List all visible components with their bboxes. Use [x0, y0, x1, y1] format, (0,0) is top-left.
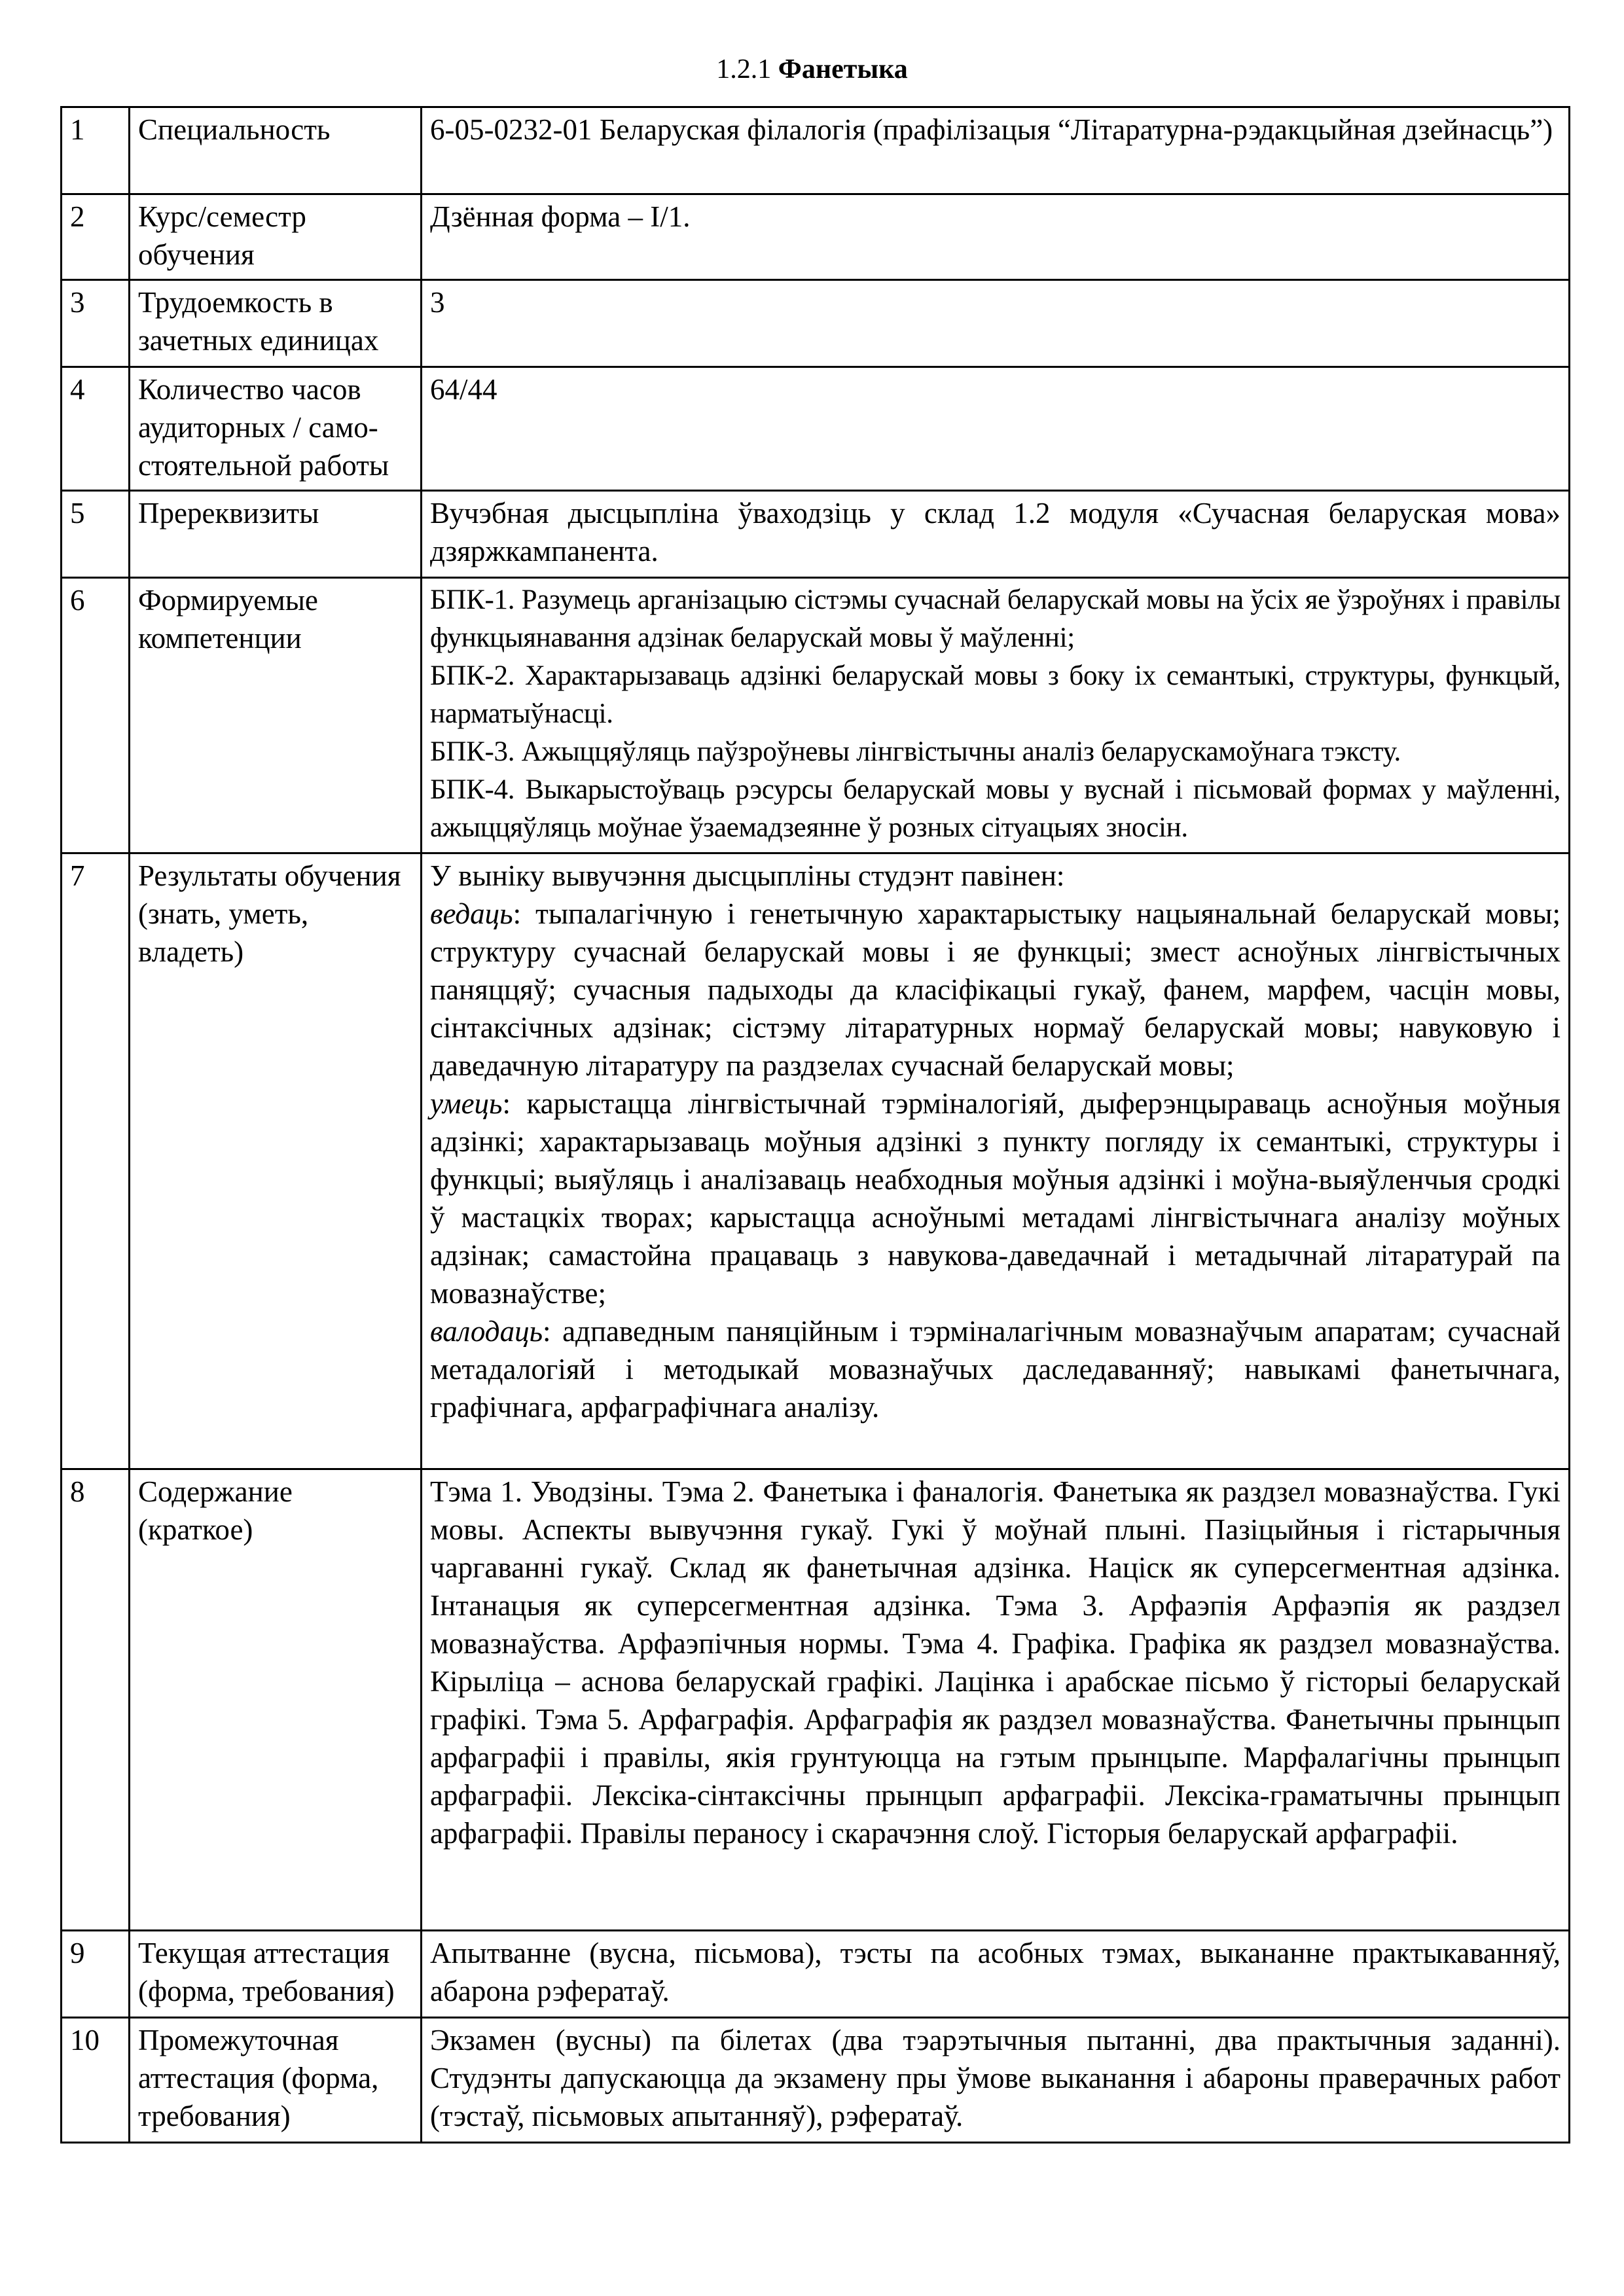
- table-row: [62, 194, 1570, 280]
- row-value: Дзённая форма – І/1.: [422, 194, 1570, 280]
- row-number: 7: [62, 853, 130, 1469]
- row-label: Промежуточная аттестация (форма, требования): [130, 2018, 422, 2143]
- table-row: [62, 367, 1570, 491]
- row-value: 6-05-0232-01 Беларуская філалогія (прафілізацыя “Літаратурна-рэдакцыйная дзейнасць”): [422, 107, 1570, 194]
- row-label: Текущая аттестация (форма, требования): [130, 1931, 422, 2018]
- row-value: 3: [422, 280, 1570, 367]
- row-number: 9: [62, 1931, 130, 2018]
- competence-item: БПК-4. Выкарыстоўваць рэсурсы беларускай мовы у вуснай і пісьмовай формах у маўленні, ажыццяўляць моўнае ўзаемадзеянне ў розных сітуацыях зносін.: [430, 774, 1561, 843]
- competence-item: БПК-3. Ажыццяўляць паўзроўневы лінгвістычны аналіз беларускамоўнага тэксту.: [430, 736, 1401, 767]
- row-label: Курс/семестр обучения: [130, 194, 422, 280]
- table-row: [62, 491, 1570, 578]
- row-value: Тэма 1. Уводзіны. Тэма 2. Фанетыка і фаналогія. Фанетыка як раздзел мовазнаўства. Гукі мовы. Аспекты вывучэння гукаў. Гукі ў моўнай плыні. Пазіцыйныя і гістарычныя чаргаванні гукаў. Склад як фанетычная адзінка. Націск як суперсегментная адзінка. Інтанацыя як суперсегментная адзінка. Тэма 3. Арфаэпія Арфаэпія як раздзел мовазнаўства. Арфаэпічныя нормы. Тэма 4. Графіка. Графіка як раздзел мовазнаўства. Кірыліца – аснова беларускай графікі. Лацінка і арабскае пісьмо ў гісторыі беларускай графікі. Тэма 5. Арфаграфія. Арфаграфія як раздзел мовазнаўства. Фанетычны прынцып арфаграфіі і правілы, якія грунтуюцца на гэтым прынцыпе. Марфалагічны прынцып арфаграфіі. Лексіка-сінтаксічны прынцып арфаграфіі. Лексіка-граматычны прынцып арфаграфіі. Правілы пераносу і скарачэння слоў. Гісторыя беларускай арфаграфіі.: [422, 1469, 1570, 1931]
- know-term: ведаць: [430, 897, 513, 930]
- row-label: Трудоемкость в зачетных единицах: [130, 280, 422, 367]
- row-label: Количество часов аудиторных / само-стоятельной работы: [130, 367, 422, 491]
- row-label: Формируемые компетенции: [130, 578, 422, 853]
- row-value: Апытванне (вусна, пісьмова), тэсты па асобных тэмах, выкананне практыкаванняў, абарона рэфератаў.: [422, 1931, 1570, 2018]
- row-value: Экзамен (вусны) па білетах (два тэарэтычныя пытанні, два практычныя заданні). Студэнты дапускаюцца да экзамену пры ўмове выканання і абароны праверачных работ (тэстаў, пісьмовых апытанняў), рэфератаў.: [422, 2018, 1570, 2143]
- learning-outcomes-cell: [422, 853, 1570, 1469]
- row-label: Результаты обучения (знать, уметь, владеть): [130, 853, 422, 1469]
- table-row: [62, 853, 1570, 1469]
- row-number: 8: [62, 1469, 130, 1931]
- table-row: [62, 1931, 1570, 2018]
- row-number: 3: [62, 280, 130, 367]
- row-number: 6: [62, 578, 130, 853]
- table-row: [62, 1469, 1570, 1931]
- row-number: 5: [62, 491, 130, 578]
- competence-item: БПК-1. Разумець арганізацыю сістэмы сучаснай беларускай мовы на ўсіх яе ўзроўнях і правілы функцыянавання адзінак беларускай мовы ў маўленні;: [430, 584, 1561, 653]
- row-label: Пререквизиты: [130, 491, 422, 578]
- row-number: 4: [62, 367, 130, 491]
- row-number: 10: [62, 2018, 130, 2143]
- can-text: : карыстацца лінгвістычнай тэрміналогіяй, дыферэнцыраваць асноўныя моўныя адзінкі; характарызаваць моўныя адзінкі з пункту погляду іх семантыкі, структуры і функцыі; выяўляць і аналізаваць неабходныя моўныя адзінкі і моўна-выяўленчыя сродкі ў мастацкіх творах; карыстацца асноўнымі метадамі лінгвістычнага аналізу моўных адзінак; самастойна працаваць з навукова-даведачнай і метадычнай літаратурай па мовазнаўстве;: [430, 1087, 1561, 1310]
- discipline-table: [60, 106, 1570, 2144]
- row-label: Специальность: [130, 107, 422, 194]
- outcomes-intro: У выніку вывучэння дысцыпліны студэнт павінен:: [430, 859, 1065, 892]
- table-row: [62, 578, 1570, 853]
- outcome-know: [430, 895, 1561, 1085]
- section-number: 1.2.1: [716, 54, 772, 84]
- competence-item: БПК-2. Характарызаваць адзінкі беларускай мовы з боку іх семантыкі, структуры, функцый, нарматыўнасці.: [430, 660, 1561, 729]
- row-value: 64/44: [422, 367, 1570, 491]
- section-title: Фанетыка: [778, 54, 908, 84]
- outcome-can: [430, 1085, 1561, 1312]
- table-row: [62, 107, 1570, 194]
- table-row: [62, 2018, 1570, 2143]
- page-title: [0, 51, 1624, 88]
- can-term: умець: [430, 1087, 503, 1120]
- own-term: валодаць: [430, 1315, 543, 1348]
- own-text: : адпаведным паняційным і тэрміналагічным мовазнаўчым апаратам; сучаснай метадалогіяй і методыкай мовазнаўчых даследаванняў; навыкамі фанетычнага, графічнага, арфаграфічнага аналізу.: [430, 1315, 1561, 1424]
- row-number: 2: [62, 194, 130, 280]
- row-label: Содержание (краткое): [130, 1469, 422, 1931]
- table-row: [62, 280, 1570, 367]
- know-text: : тыпалагічную і генетычную характарыстыку нацыянальнай беларускай мовы; структуру сучаснай беларускай мовы і яе функцыі; змест асноўных лінгвістычных паняццяў; сучасныя падыходы да класіфікацыі гукаў, фанем, марфем, часцін мовы, сінтаксічных адзінак; сістэму літаратурных нормаў беларускай мовы; навуковую і даведачную літаратуру па раздзелах сучаснай беларускай мовы;: [430, 897, 1561, 1082]
- row-number: 1: [62, 107, 130, 194]
- competences-cell: [422, 578, 1570, 853]
- row-value: Вучэбная дысцыпліна ўваходзіць у склад 1.2 модуля «Сучасная беларуская мова» дзяржкампанента.: [422, 491, 1570, 578]
- outcome-own: [430, 1312, 1561, 1426]
